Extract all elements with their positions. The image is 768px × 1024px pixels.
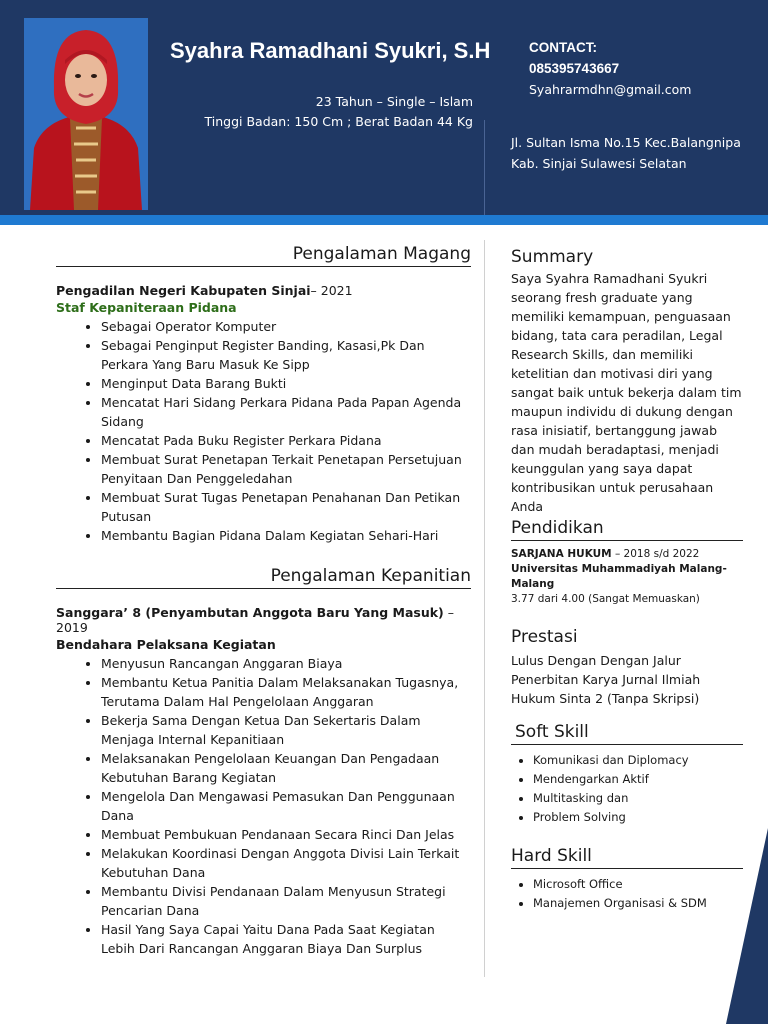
hard-skill-section [511, 846, 743, 913]
committee-section [56, 566, 471, 958]
achievement-heading: Prestasi [511, 627, 578, 647]
achievement-section [511, 627, 743, 708]
committee-duties [56, 654, 471, 958]
internship-org: Pengadilan Negeri Kabupaten Sinjai [56, 283, 311, 298]
list-item: • Mendengarkan Aktif [533, 770, 743, 789]
education-section [511, 518, 743, 607]
address-line-1: Jl. Sultan Isma No.15 Kec.Balangnipa [511, 135, 741, 150]
header-accent-stripe [0, 215, 768, 225]
list-item: • Komunikasi dan Diplomacy [533, 751, 743, 770]
list-item: • Mencatat Pada Buku Register Perkara Pidana [101, 431, 471, 450]
list-item: • Sebagai Penginput Register Banding, Kasasi,Pk Dan Perkara Yang Baru Masuk Ke Sipp [101, 336, 471, 374]
list-item: • Melaksanakan Pengelolaan Keuangan Dan Pengadaan Kebutuhan Barang Kegiatan [101, 749, 471, 787]
list-item: • Membantu Ketua Panitia Dalam Melaksanakan Tugasnya, Terutama Dalam Hal Pengelolaan Anggaran [101, 673, 471, 711]
personal-details: 23 Tahun – Single – Islam [315, 94, 473, 109]
education-years: – 2018 s/d 2022 [611, 548, 700, 560]
summary-text: Saya Syahra Ramadhani Syukri seorang fresh graduate yang memiliki kemampuan, penguasaan bidang, tata cara peradilan, Legal Research Skills, dan memiliki ketelitian dan motivasi diri yang sangat baik untuk bekerja dalam tim maupun individu di dukung dengan rasa inisiatif, bertanggung jawab dan mudah beradaptasi, menjadi keunggulan yang saya dapat kontribusikan untuk perusahaan Anda [511, 271, 742, 514]
list-item: • Problem Solving [533, 808, 743, 827]
internship-duties [56, 317, 471, 545]
internship-heading: Pengalaman Magang [56, 244, 471, 267]
soft-skill-heading: Soft Skill [511, 722, 743, 745]
committee-org-line [56, 605, 471, 635]
list-item: • Hasil Yang Saya Capai Yaitu Dana Pada Saat Kegiatan Lebih Dari Rancangan Anggaran Biaya Dan Surplus [101, 920, 471, 958]
internship-year: – 2021 [310, 283, 353, 298]
committee-role: Bendahara Pelaksana Kegiatan [56, 637, 276, 652]
hard-skill-heading: Hard Skill [511, 846, 743, 869]
education-heading: Pendidikan [511, 518, 743, 541]
list-item: • Mencatat Hari Sidang Perkara Pidana Pada Papan Agenda Sidang [101, 393, 471, 431]
summary-heading: Summary [511, 247, 594, 267]
soft-skill-section [511, 722, 743, 827]
internship-role: Staf Kepaniteraan Pidana [56, 300, 237, 315]
education-degree-line [511, 547, 743, 562]
profile-photo-illustration [24, 18, 148, 210]
header-divider [484, 120, 485, 215]
internship-org-line [56, 283, 471, 298]
hard-skill-list [511, 875, 743, 913]
profile-photo [24, 18, 148, 210]
education-gpa: 3.77 dari 4.00 (Sangat Memuaskan) [511, 593, 700, 605]
list-item: • Membantu Divisi Pendanaan Dalam Menyusun Strategi Pencarian Dana [101, 882, 471, 920]
list-item: • Mengelola Dan Mengawasi Pemasukan Dan Penggunaan Dana [101, 787, 471, 825]
list-item: • Membuat Surat Penetapan Terkait Penetapan Persetujuan Penyitaan Dan Penggeledahan [101, 450, 471, 488]
column-divider [484, 240, 485, 977]
committee-heading: Pengalaman Kepanitian [56, 566, 471, 589]
address-line-2: Kab. Sinjai Sulawesi Selatan [511, 156, 687, 171]
committee-org: Sanggara’ 8 (Penyambutan Anggota Baru Yang Masuk) [56, 605, 444, 620]
candidate-name: Syahra Ramadhani Syukri, S.H [170, 38, 491, 63]
contact-label: CONTACT: [529, 40, 597, 55]
list-item: • Membuat Surat Tugas Penetapan Penahanan Dan Petikan Putusan [101, 488, 471, 526]
list-item: • Membantu Bagian Pidana Dalam Kegiatan Sehari-Hari [101, 526, 471, 545]
committee-year: –2019 [56, 605, 454, 635]
list-item: • Membuat Pembukuan Pendanaan Secara Rinci Dan Jelas [101, 825, 471, 844]
body-stats: Tinggi Badan: 150 Cm ; Berat Badan 44 Kg [204, 114, 473, 129]
list-item: • Multitasking dan [533, 789, 743, 808]
phone-number: 085395743667 [529, 61, 620, 76]
list-item: • Microsoft Office [533, 875, 743, 894]
internship-section [56, 244, 471, 545]
summary-section [511, 247, 743, 516]
list-item: • Menyusun Rancangan Anggaran Biaya [101, 654, 471, 673]
list-item: • Bekerja Sama Dengan Ketua Dan Sekertaris Dalam Menjaga Internal Kepanitiaan [101, 711, 471, 749]
list-item: • Sebagai Operator Komputer [101, 317, 471, 336]
list-item: • Melakukan Koordinasi Dengan Anggota Divisi Lain Terkait Kebutuhan Dana [101, 844, 471, 882]
list-item: • Manajemen Organisasi & SDM [533, 894, 743, 913]
list-item: • Menginput Data Barang Bukti [101, 374, 471, 393]
achievement-text: Lulus Dengan Dengan Jalur Penerbitan Karya Jurnal Ilmiah Hukum Sinta 2 (Tanpa Skripsi) [511, 653, 701, 706]
email-address: Syahrarmdhn@gmail.com [529, 82, 692, 97]
education-degree: SARJANA HUKUM [511, 548, 612, 560]
soft-skill-list [511, 751, 743, 827]
education-school: Universitas Muhammadiyah Malang-Malang [511, 563, 727, 590]
